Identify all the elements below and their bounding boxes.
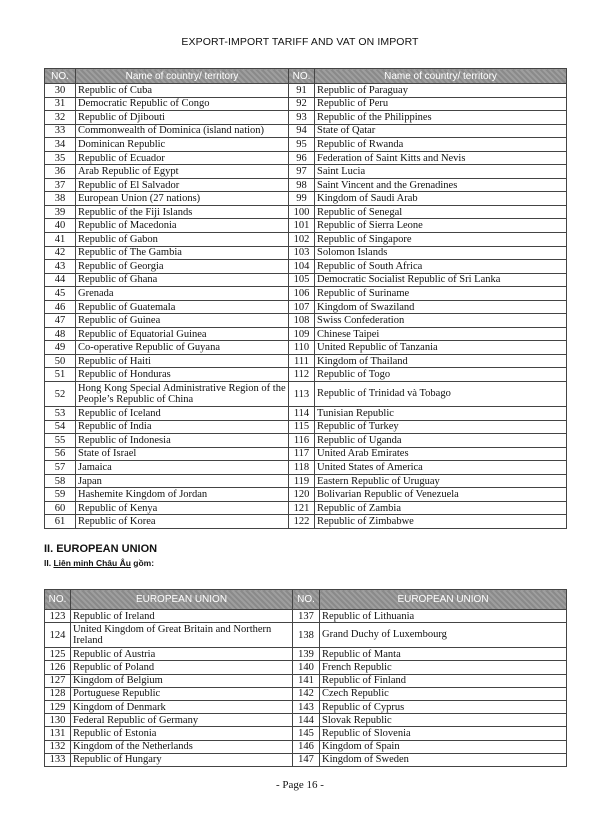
country-name: Republic of Austria bbox=[71, 648, 293, 661]
country-table bbox=[44, 68, 567, 529]
country-name: Saint Lucia bbox=[315, 165, 567, 179]
country-name: Republic of Macedonia bbox=[76, 219, 289, 233]
row-number: 47 bbox=[45, 314, 76, 328]
country-name: Swiss Confederation bbox=[315, 314, 567, 328]
page-number: - Page 16 - bbox=[276, 779, 324, 791]
row-number: 98 bbox=[289, 178, 315, 192]
row-number: 142 bbox=[293, 687, 320, 700]
country-name: Republic of Hungary bbox=[71, 753, 293, 766]
country-name: Republic of Rwanda bbox=[315, 138, 567, 152]
row-number: 35 bbox=[45, 151, 76, 165]
table-row bbox=[45, 488, 567, 502]
header-no-left: NO. bbox=[45, 69, 76, 84]
country-name: Kingdom of Thailand bbox=[315, 354, 567, 368]
row-number: 116 bbox=[289, 434, 315, 448]
table-row bbox=[45, 246, 567, 260]
row-number: 46 bbox=[45, 300, 76, 314]
table-row bbox=[45, 165, 567, 179]
row-number: 139 bbox=[293, 648, 320, 661]
table-row bbox=[45, 382, 567, 407]
row-number: 109 bbox=[289, 327, 315, 341]
row-number: 102 bbox=[289, 233, 315, 247]
row-number: 124 bbox=[45, 623, 71, 648]
country-name: Republic of Zambia bbox=[315, 501, 567, 515]
country-name: United Arab Emirates bbox=[315, 447, 567, 461]
row-number: 100 bbox=[289, 205, 315, 219]
row-number: 104 bbox=[289, 260, 315, 274]
country-name: Commonwealth of Dominica (island nation) bbox=[76, 124, 289, 138]
country-name: Republic of Finland bbox=[320, 674, 567, 687]
country-name: United Republic of Tanzania bbox=[315, 341, 567, 355]
row-number: 43 bbox=[45, 260, 76, 274]
country-name: Republic of Ghana bbox=[76, 273, 289, 287]
row-number: 54 bbox=[45, 420, 76, 434]
country-name: Republic of Guatemala bbox=[76, 300, 289, 314]
row-number: 59 bbox=[45, 488, 76, 502]
country-table-body bbox=[45, 84, 567, 529]
country-name: Republic of Suriname bbox=[315, 287, 567, 301]
country-name: Tunisian Republic bbox=[315, 407, 567, 421]
row-number: 53 bbox=[45, 407, 76, 421]
country-name: Democratic Socialist Republic of Sri Lanka bbox=[315, 273, 567, 287]
country-name: Republic of Poland bbox=[71, 661, 293, 674]
country-name: Republic of Equatorial Guinea bbox=[76, 327, 289, 341]
table-row bbox=[45, 714, 567, 727]
table-row bbox=[45, 138, 567, 152]
country-name: Republic of El Salvador bbox=[76, 178, 289, 192]
header-no-right: NO. bbox=[289, 69, 315, 84]
row-number: 93 bbox=[289, 111, 315, 125]
country-name: Republic of Haiti bbox=[76, 354, 289, 368]
table-row bbox=[45, 623, 567, 648]
row-number: 45 bbox=[45, 287, 76, 301]
country-name: Kingdom of Denmark bbox=[71, 700, 293, 713]
header-name-left: Name of country/ territory bbox=[76, 69, 289, 84]
table-row bbox=[45, 273, 567, 287]
row-number: 119 bbox=[289, 474, 315, 488]
country-name: Federal Republic of Germany bbox=[71, 714, 293, 727]
row-number: 48 bbox=[45, 327, 76, 341]
row-number: 30 bbox=[45, 84, 76, 98]
row-number: 145 bbox=[293, 727, 320, 740]
table-row bbox=[45, 753, 567, 766]
table-row bbox=[45, 501, 567, 515]
country-name: Solomon Islands bbox=[315, 246, 567, 260]
row-number: 38 bbox=[45, 192, 76, 206]
country-name: Republic of Cyprus bbox=[320, 700, 567, 713]
eu-header-name-left: EUROPEAN UNION bbox=[71, 590, 293, 610]
country-name: Republic of Slovenia bbox=[320, 727, 567, 740]
table-row bbox=[45, 97, 567, 111]
eu-header-no-right: NO. bbox=[293, 590, 320, 610]
row-number: 34 bbox=[45, 138, 76, 152]
row-number: 115 bbox=[289, 420, 315, 434]
row-number: 110 bbox=[289, 341, 315, 355]
row-number: 141 bbox=[293, 674, 320, 687]
table-row bbox=[45, 674, 567, 687]
country-name: Republic of Estonia bbox=[71, 727, 293, 740]
country-name: Portuguese Republic bbox=[71, 687, 293, 700]
row-number: 140 bbox=[293, 661, 320, 674]
row-number: 121 bbox=[289, 501, 315, 515]
row-number: 126 bbox=[45, 661, 71, 674]
eu-table-body bbox=[45, 610, 567, 767]
table-row bbox=[45, 151, 567, 165]
row-number: 56 bbox=[45, 447, 76, 461]
country-name: Grenada bbox=[76, 287, 289, 301]
country-name: Grand Duchy of Luxembourg bbox=[320, 623, 567, 648]
row-number: 39 bbox=[45, 205, 76, 219]
row-number: 101 bbox=[289, 219, 315, 233]
row-number: 32 bbox=[45, 111, 76, 125]
country-name: Dominican Republic bbox=[76, 138, 289, 152]
table-row bbox=[45, 327, 567, 341]
row-number: 114 bbox=[289, 407, 315, 421]
table-row bbox=[45, 233, 567, 247]
country-name: Republic of Senegal bbox=[315, 205, 567, 219]
country-name: Republic of Ireland bbox=[71, 610, 293, 623]
country-name: Kingdom of Swaziland bbox=[315, 300, 567, 314]
country-name: Republic of Honduras bbox=[76, 368, 289, 382]
table-row bbox=[45, 661, 567, 674]
country-name: Chinese Taipei bbox=[315, 327, 567, 341]
section-subtitle-suffix: gồm: bbox=[130, 558, 155, 568]
row-number: 50 bbox=[45, 354, 76, 368]
country-name: Jamaica bbox=[76, 461, 289, 475]
country-name: Kingdom of Belgium bbox=[71, 674, 293, 687]
row-number: 96 bbox=[289, 151, 315, 165]
country-name: State of Qatar bbox=[315, 124, 567, 138]
country-name: Republic of Togo bbox=[315, 368, 567, 382]
page-header: EXPORT-IMPORT TARIFF AND VAT ON IMPORT bbox=[181, 36, 419, 48]
country-name: Republic of The Gambia bbox=[76, 246, 289, 260]
section-subtitle-prefix: II. bbox=[44, 558, 54, 568]
row-number: 58 bbox=[45, 474, 76, 488]
table-row bbox=[45, 434, 567, 448]
row-number: 147 bbox=[293, 753, 320, 766]
row-number: 103 bbox=[289, 246, 315, 260]
table-row bbox=[45, 219, 567, 233]
row-number: 130 bbox=[45, 714, 71, 727]
row-number: 97 bbox=[289, 165, 315, 179]
table-row bbox=[45, 341, 567, 355]
table-row bbox=[45, 111, 567, 125]
table-row bbox=[45, 260, 567, 274]
country-name: Republic of Georgia bbox=[76, 260, 289, 274]
table-row bbox=[45, 740, 567, 753]
table-row bbox=[45, 420, 567, 434]
country-name: Republic of Kenya bbox=[76, 501, 289, 515]
row-number: 40 bbox=[45, 219, 76, 233]
country-name: Federation of Saint Kitts and Nevis bbox=[315, 151, 567, 165]
row-number: 92 bbox=[289, 97, 315, 111]
table-row bbox=[45, 178, 567, 192]
row-number: 144 bbox=[293, 714, 320, 727]
row-number: 113 bbox=[289, 382, 315, 407]
row-number: 49 bbox=[45, 341, 76, 355]
table-row bbox=[45, 354, 567, 368]
country-name: Republic of Peru bbox=[315, 97, 567, 111]
country-name: Democratic Republic of Congo bbox=[76, 97, 289, 111]
row-number: 125 bbox=[45, 648, 71, 661]
row-number: 60 bbox=[45, 501, 76, 515]
row-number: 118 bbox=[289, 461, 315, 475]
country-name: Slovak Republic bbox=[320, 714, 567, 727]
country-name: Republic of Indonesia bbox=[76, 434, 289, 448]
eu-table bbox=[44, 589, 567, 767]
table-row bbox=[45, 727, 567, 740]
row-number: 41 bbox=[45, 233, 76, 247]
country-name: Japan bbox=[76, 474, 289, 488]
country-name: Republic of Korea bbox=[76, 515, 289, 529]
country-name: Saint Vincent and the Grenadines bbox=[315, 178, 567, 192]
row-number: 131 bbox=[45, 727, 71, 740]
table-row bbox=[45, 474, 567, 488]
row-number: 44 bbox=[45, 273, 76, 287]
row-number: 143 bbox=[293, 700, 320, 713]
country-name: Kingdom of Sweden bbox=[320, 753, 567, 766]
row-number: 99 bbox=[289, 192, 315, 206]
row-number: 51 bbox=[45, 368, 76, 382]
row-number: 122 bbox=[289, 515, 315, 529]
country-name: Republic of Sierra Leone bbox=[315, 219, 567, 233]
table-row bbox=[45, 287, 567, 301]
table-row bbox=[45, 124, 567, 138]
country-name: Republic of the Philippines bbox=[315, 111, 567, 125]
country-name: Arab Republic of Egypt bbox=[76, 165, 289, 179]
country-name: Co-operative Republic of Guyana bbox=[76, 341, 289, 355]
country-name: United States of America bbox=[315, 461, 567, 475]
country-name: Republic of Paraguay bbox=[315, 84, 567, 98]
row-number: 146 bbox=[293, 740, 320, 753]
section-subtitle-underlined: Liên minh Châu Âu bbox=[53, 558, 131, 568]
row-number: 61 bbox=[45, 515, 76, 529]
country-name: Bolivarian Republic of Venezuela bbox=[315, 488, 567, 502]
table-row bbox=[45, 192, 567, 206]
table-row bbox=[45, 515, 567, 529]
row-number: 112 bbox=[289, 368, 315, 382]
row-number: 120 bbox=[289, 488, 315, 502]
table-header-row bbox=[45, 69, 567, 84]
row-number: 52 bbox=[45, 382, 76, 407]
country-name: Republic of Trinidad và Tobago bbox=[315, 382, 567, 407]
country-name: Republic of Manta bbox=[320, 648, 567, 661]
row-number: 128 bbox=[45, 687, 71, 700]
row-number: 94 bbox=[289, 124, 315, 138]
country-name: Hashemite Kingdom of Jordan bbox=[76, 488, 289, 502]
row-number: 117 bbox=[289, 447, 315, 461]
table-row bbox=[45, 300, 567, 314]
row-number: 137 bbox=[293, 610, 320, 623]
row-number: 36 bbox=[45, 165, 76, 179]
table-row bbox=[45, 205, 567, 219]
country-name: State of Israel bbox=[76, 447, 289, 461]
country-name: Republic of Lithuania bbox=[320, 610, 567, 623]
table-header-row bbox=[45, 590, 567, 610]
country-name: Kingdom of Spain bbox=[320, 740, 567, 753]
row-number: 91 bbox=[289, 84, 315, 98]
country-name: Republic of Guinea bbox=[76, 314, 289, 328]
row-number: 106 bbox=[289, 287, 315, 301]
table-row bbox=[45, 447, 567, 461]
row-number: 33 bbox=[45, 124, 76, 138]
row-number: 132 bbox=[45, 740, 71, 753]
country-name: Republic of Uganda bbox=[315, 434, 567, 448]
country-name: Republic of Djibouti bbox=[76, 111, 289, 125]
table-row bbox=[45, 407, 567, 421]
country-name: Czech Republic bbox=[320, 687, 567, 700]
table-row bbox=[45, 461, 567, 475]
table-row bbox=[45, 610, 567, 623]
header-name-right: Name of country/ territory bbox=[315, 69, 567, 84]
country-name: Republic of Iceland bbox=[76, 407, 289, 421]
row-number: 111 bbox=[289, 354, 315, 368]
country-name: French Republic bbox=[320, 661, 567, 674]
country-name: Eastern Republic of Uruguay bbox=[315, 474, 567, 488]
table-row bbox=[45, 700, 567, 713]
country-name: Republic of the Fiji Islands bbox=[76, 205, 289, 219]
row-number: 57 bbox=[45, 461, 76, 475]
row-number: 138 bbox=[293, 623, 320, 648]
country-name: Republic of Cuba bbox=[76, 84, 289, 98]
section-subtitle bbox=[44, 558, 154, 568]
row-number: 127 bbox=[45, 674, 71, 687]
country-name: Kingdom of the Netherlands bbox=[71, 740, 293, 753]
row-number: 129 bbox=[45, 700, 71, 713]
eu-header-name-right: EUROPEAN UNION bbox=[320, 590, 567, 610]
row-number: 95 bbox=[289, 138, 315, 152]
row-number: 133 bbox=[45, 753, 71, 766]
country-name: Republic of Ecuador bbox=[76, 151, 289, 165]
row-number: 55 bbox=[45, 434, 76, 448]
country-name: Kingdom of Saudi Arab bbox=[315, 192, 567, 206]
country-name: European Union (27 nations) bbox=[76, 192, 289, 206]
country-name: United Kingdom of Great Britain and Northern Ireland bbox=[71, 623, 293, 648]
row-number: 123 bbox=[45, 610, 71, 623]
country-name: Republic of Gabon bbox=[76, 233, 289, 247]
country-name: Republic of Singapore bbox=[315, 233, 567, 247]
table-row bbox=[45, 687, 567, 700]
row-number: 108 bbox=[289, 314, 315, 328]
row-number: 105 bbox=[289, 273, 315, 287]
row-number: 107 bbox=[289, 300, 315, 314]
eu-header-no-left: NO. bbox=[45, 590, 71, 610]
row-number: 37 bbox=[45, 178, 76, 192]
country-name: Republic of Turkey bbox=[315, 420, 567, 434]
table-row bbox=[45, 84, 567, 98]
country-name: Republic of South Africa bbox=[315, 260, 567, 274]
section-title: II. EUROPEAN UNION bbox=[44, 543, 158, 555]
table-row bbox=[45, 368, 567, 382]
country-name: Republic of India bbox=[76, 420, 289, 434]
table-row bbox=[45, 314, 567, 328]
country-name: Republic of Zimbabwe bbox=[315, 515, 567, 529]
country-name: Hong Kong Special Administrative Region of the People’s Republic of China bbox=[76, 382, 289, 407]
row-number: 42 bbox=[45, 246, 76, 260]
table-row bbox=[45, 648, 567, 661]
row-number: 31 bbox=[45, 97, 76, 111]
